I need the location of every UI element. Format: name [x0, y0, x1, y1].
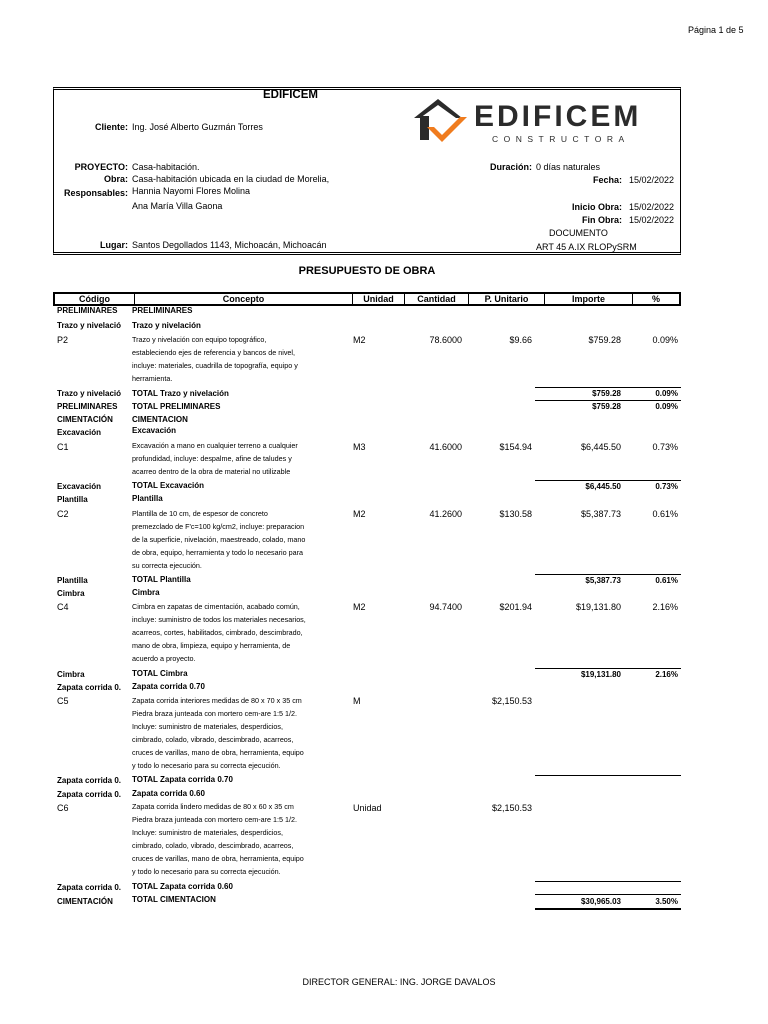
- col-unidad: Unidad: [353, 294, 405, 304]
- total-pct: 3.50%: [655, 897, 678, 906]
- item-desc-line: herramienta.: [132, 374, 173, 383]
- table-header: [53, 292, 681, 306]
- item-price: $201.94: [499, 602, 532, 612]
- row-code: CIMENTACIÓN: [57, 415, 113, 424]
- item-desc-line: cimbrado, colado, vibrado, descimbrado, acarreos,: [132, 841, 294, 850]
- documento-label: DOCUMENTO: [549, 228, 608, 238]
- subtotal-rule: [535, 894, 681, 895]
- row-concept: Excavación: [132, 426, 177, 435]
- item-price: $2,150.53: [491, 803, 532, 813]
- item-desc-line: Excavación a mano en cualquier terreno a cualquier: [132, 441, 298, 450]
- row-concept: PRELIMINARES: [132, 306, 193, 315]
- subtotal-rule: [535, 574, 681, 575]
- row-code: Zapata corrida 0.: [57, 790, 122, 799]
- col-cantidad: Cantidad: [405, 294, 469, 304]
- item-desc-line: Zapata corrida interiores medidas de 80 x 70 x 35 cm: [132, 696, 302, 705]
- subtotal-rule: [535, 668, 681, 669]
- item-desc-line: Piedra braza junteada con mortero cem-are 1:5 1/2.: [132, 709, 298, 718]
- item-qty: 78.6000: [429, 335, 462, 345]
- item-amount: $6,445.50: [580, 442, 621, 452]
- total-amount: $19,131.80: [580, 670, 621, 679]
- item-price: $2,150.53: [491, 696, 532, 706]
- col-unitario: P. Unitario: [469, 294, 545, 304]
- total-code: PRELIMINARES: [57, 402, 118, 411]
- item-desc-line: de obra, equipo, herramienta y todo lo necesario para: [132, 548, 304, 557]
- total-code: Excavación: [57, 482, 102, 491]
- item-desc-line: Trazo y nivelación con equipo topográfico,: [132, 335, 267, 344]
- item-code: C5: [57, 696, 69, 706]
- item-desc-line: incluye: materiales, cuadrilla de topografía, equipo y: [132, 361, 298, 370]
- proyecto-value: Casa-habitación.: [132, 162, 200, 172]
- subtotal-rule: [535, 480, 681, 481]
- row-code: Trazo y nivelació: [57, 321, 122, 330]
- total-pct: 0.09%: [655, 389, 678, 398]
- subtotal-rule: [535, 775, 681, 776]
- item-amount: $19,131.80: [575, 602, 621, 612]
- total-concept: TOTAL CIMENTACION: [132, 895, 216, 904]
- company-name: EDIFICEM: [263, 89, 318, 101]
- proyecto-label: PROYECTO:: [74, 162, 128, 172]
- footer-signature: DIRECTOR GENERAL: ING. JORGE DAVALOS: [302, 977, 496, 987]
- duracion-value: 0 días naturales: [536, 162, 601, 172]
- item-desc-line: Piedra braza junteada con mortero cem-are 1:5 1/2.: [132, 815, 298, 824]
- item-desc-line: Zapata corrida lindero medidas de 80 x 60 x 35 cm: [132, 802, 294, 811]
- total-amount: $759.28: [592, 389, 621, 398]
- row-code: Excavación: [57, 428, 102, 437]
- page-number: Página 1 de 5: [688, 25, 744, 35]
- item-qty: 41.6000: [429, 442, 462, 452]
- row-concept: Zapata corrida 0.60: [132, 789, 205, 798]
- row-concept: Trazo y nivelación: [132, 321, 201, 330]
- col-concepto: Concepto: [135, 294, 353, 304]
- logo-wordmark: EDIFICEM: [474, 100, 642, 133]
- item-desc-line: acuerdo a proyecto.: [132, 654, 196, 663]
- total-code: CIMENTACIÓN: [57, 897, 113, 906]
- total-pct: 0.09%: [655, 402, 678, 411]
- item-desc-line: acarreo dentro de la obra de material no utilizable: [132, 467, 291, 476]
- item-amount: $5,387.73: [580, 509, 621, 519]
- inicio-label: Inicio Obra:: [571, 202, 622, 212]
- item-desc-line: y todo lo necesario para su correcta ejecución.: [132, 761, 281, 770]
- item-price: $154.94: [499, 442, 532, 452]
- total-amount: $30,965.03: [580, 897, 621, 906]
- item-unit: M2: [353, 509, 366, 519]
- total-code: Trazo y nivelació: [57, 389, 122, 398]
- item-code: C4: [57, 602, 69, 612]
- item-unit: Unidad: [353, 803, 382, 813]
- total-amount: $759.28: [592, 402, 621, 411]
- total-pct: 0.61%: [655, 576, 678, 585]
- total-amount: $6,445.50: [585, 482, 621, 491]
- grand-total-rule: [535, 908, 681, 910]
- responsables-label: Responsables:: [63, 188, 128, 198]
- item-pct: 0.61%: [652, 509, 678, 519]
- lugar-value: Santos Degollados 1143, Michoacán, Michoacán: [132, 240, 327, 250]
- col-pct: %: [651, 294, 660, 304]
- fin-value: 15/02/2022: [629, 215, 675, 225]
- item-amount: $759.28: [588, 335, 621, 345]
- row-concept: Cimbra: [132, 588, 160, 597]
- item-desc-line: cruces de varillas, mano de obra, herramienta, equipo: [132, 748, 304, 757]
- edificem-logo: [412, 96, 657, 148]
- item-desc-line: Incluye: suministro de materiales, desperdicios,: [132, 722, 284, 731]
- item-code: C6: [57, 803, 69, 813]
- item-desc-line: cimbrado, colado, vibrado, descimbrado, acarreos,: [132, 735, 294, 744]
- total-concept: TOTAL PRELIMINARES: [132, 402, 221, 411]
- item-desc-line: premezclado de F'c=100 kg/cm2, incluye: preparacion: [132, 522, 305, 531]
- responsable-2: Ana María Villa Gaona: [132, 201, 223, 211]
- fin-label: Fin Obra:: [582, 215, 622, 225]
- row-concept: Zapata corrida 0.70: [132, 682, 205, 691]
- document-title: PRESUPUESTO DE OBRA: [298, 265, 436, 277]
- cliente-label: Cliente:: [94, 122, 128, 132]
- item-desc-line: su correcta ejecución.: [132, 561, 202, 570]
- total-pct: 2.16%: [655, 670, 678, 679]
- row-code: Cimbra: [57, 589, 85, 598]
- row-code: Plantilla: [57, 495, 88, 504]
- item-desc-line: Plantilla de 10 cm, de espesor de concreto: [132, 509, 268, 518]
- row-concept: Plantilla: [132, 494, 163, 503]
- total-concept: TOTAL Plantilla: [132, 575, 191, 584]
- total-code: Zapata corrida 0.: [57, 883, 122, 892]
- total-pct: 0.73%: [655, 482, 678, 491]
- row-concept: CIMENTACION: [132, 415, 188, 424]
- total-concept: TOTAL Zapata corrida 0.70: [132, 775, 233, 784]
- total-code: Plantilla: [57, 576, 88, 585]
- item-desc-line: mano de obra, limpieza, equipo y herramienta, de: [132, 641, 291, 650]
- logo-tagline: CONSTRUCTORA: [492, 134, 630, 144]
- item-code: C1: [57, 442, 69, 452]
- total-concept: TOTAL Cimbra: [132, 669, 188, 678]
- fecha-value: 15/02/2022: [629, 175, 675, 185]
- total-concept: TOTAL Excavación: [132, 481, 205, 490]
- fecha-label: Fecha:: [592, 175, 622, 185]
- item-desc-line: Incluye: suministro de materiales, desperdicios,: [132, 828, 284, 837]
- item-price: $130.58: [499, 509, 532, 519]
- total-concept: TOTAL Trazo y nivelación: [132, 389, 229, 398]
- subtotal-rule: [535, 387, 681, 388]
- lugar-label: Lugar:: [100, 240, 128, 250]
- item-desc-line: y todo lo necesario para su correcta ejecución.: [132, 867, 281, 876]
- item-qty: 94.7400: [429, 602, 462, 612]
- obra-value: Casa-habitación ubicada en la ciudad de Morelia,: [132, 174, 330, 184]
- item-desc-line: Cimbra en zapatas de cimentación, acabado común,: [132, 602, 300, 611]
- item-pct: 0.09%: [652, 335, 678, 345]
- item-unit: M: [353, 696, 361, 706]
- item-code: P2: [57, 335, 69, 345]
- inicio-value: 15/02/2022: [629, 202, 675, 212]
- col-codigo: Código: [55, 294, 135, 304]
- total-concept: TOTAL Zapata corrida 0.60: [132, 882, 233, 891]
- item-price: $9.66: [509, 335, 532, 345]
- duracion-label: Duración:: [489, 162, 532, 172]
- responsable-1: Hannia Nayomi Flores Molina: [132, 186, 251, 196]
- total-amount: $5,387.73: [585, 576, 621, 585]
- total-code: Zapata corrida 0.: [57, 776, 122, 785]
- documento-ref: ART 45 A.IX RLOPySRM: [536, 242, 637, 252]
- col-importe: Importe: [545, 294, 633, 304]
- item-unit: M2: [353, 335, 366, 345]
- item-qty: 41.2600: [429, 509, 462, 519]
- subtotal-rule: [535, 400, 681, 401]
- item-desc-line: de la superficie, nivelación, maestreado, colado, mano: [132, 535, 306, 544]
- item-desc-line: incluye: suministro de todos los materiales necesarios,: [132, 615, 306, 624]
- item-pct: 2.16%: [652, 602, 678, 612]
- row-code: PRELIMINARES: [57, 306, 118, 315]
- item-unit: M2: [353, 602, 366, 612]
- obra-label: Obra:: [103, 174, 128, 184]
- item-unit: M3: [353, 442, 366, 452]
- item-desc-line: cruces de varillas, mano de obra, herramienta, equipo: [132, 854, 304, 863]
- item-desc-line: estableciendo ejes de referencia y bancos de nivel,: [132, 348, 296, 357]
- total-code: Cimbra: [57, 670, 85, 679]
- item-desc-line: acarreos, cortes, habilitados, cimbrado, descimbrado,: [132, 628, 303, 637]
- item-code: C2: [57, 509, 69, 519]
- row-code: Zapata corrida 0.: [57, 683, 122, 692]
- subtotal-rule: [535, 881, 681, 882]
- item-desc-line: profundidad, incluye: despalme, afine de taludes y: [132, 454, 292, 463]
- cliente-value: Ing. José Alberto Guzmán Torres: [132, 122, 263, 132]
- item-pct: 0.73%: [652, 442, 678, 452]
